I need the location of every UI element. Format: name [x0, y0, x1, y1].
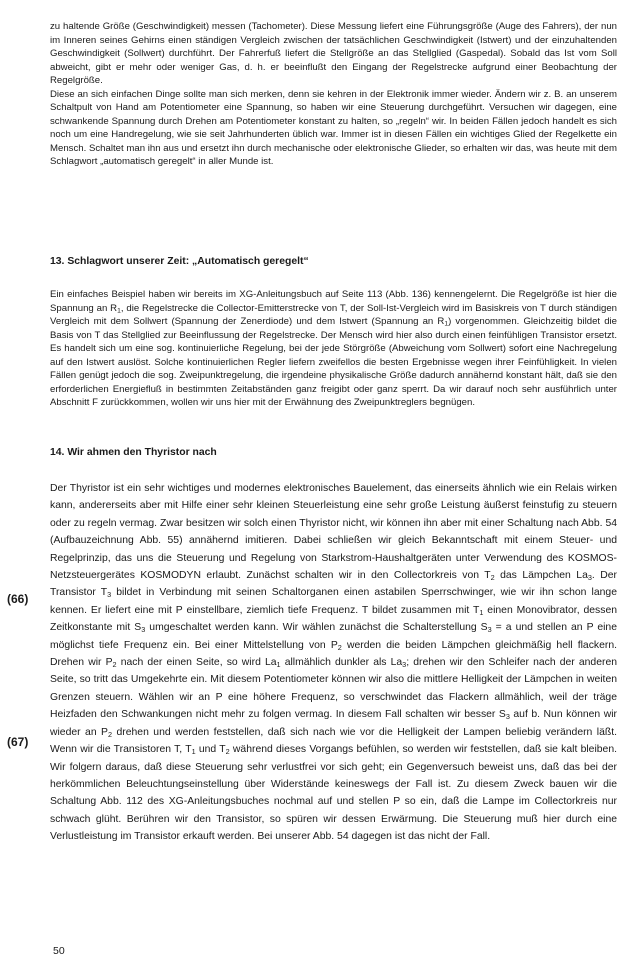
intro-paragraph-2: Diese an sich einfachen Dinge sollte man sich merken, denn sie kehren in der Elektronik immer wieder. Ändern wir z. B. an unserem Schaltpult von Hand am Potentiometer eine Spannung, so haben wir eine Steuerung durchgeführt. Versuchen wir dagegen, eine schwankende Spannung durch Drehen am Potentiometer konstant zu halten, so „regeln“ wir. In beiden Fällen jedoch handelt es sich noch um eine Handregelung, wie sie seit Jahrhunderten üblich war. Immer ist in diesen Fällen ein wichtiges Glied der Regelkette ein Mensch. Schaltet man ihn aus und ersetzt ihn durch mechanische oder elektronische Glieder, so erhalten wir das, was heute mit dem Schlagwort „automatisch geregelt“ in aller Munde ist. [50, 88, 617, 167]
margin-reference-67: (67) [7, 735, 29, 749]
page-number: 50 [53, 945, 65, 957]
section-14-heading: 14. Wir ahmen den Thyristor nach [50, 447, 217, 458]
section-14-body [50, 480, 617, 846]
section-13-heading: 13. Schlagwort unserer Zeit: „Automatisch geregelt“ [50, 256, 309, 267]
margin-reference-66: (66) [7, 592, 29, 606]
section-13-paragraph: Ein einfaches Beispiel haben wir bereits im XG-Anleitungsbuch auf Seite 113 (Abb. 136) kennengelernt. Die Regelgröße ist hier die Spannung an $R_1$, die Regelstrecke die Collector-Emitterstrecke von T, der Soll-Ist-Vergleich wird im Basiskreis von T durch ständigen Vergleich mit dem Sollwert (Spannung der Zenerdiode) und dem Istwert (Spannung an $R_1$) vorgenommen. Gleichzeitig bildet die Basis von T das Stellglied zur Beeinflussung der Regelstrecke. Der Mensch wird hier also durch einen feinfühligen Transistor ersetzt. Es handelt sich um eine sog. kontinuierliche Regelung, bei der jede Störgröße (Abweichung vom Sollwert) sofort eine Nachregelung auf den Istwert auslöst. Solche kontinuierlichen Regler liefern zweifellos die besten Ergebnisse wegen ihrer Feinfühligkeit. In vielen Fällen genügt jedoch die sog. Zweipunktregelung, die irgendeine physikalische Größe dadurch annähernd konstant hält, daß sie den erforderlichen Energiefluß in bestimmten Zeitabständen ganz freigibt oder ganz sperrt. Da wir darauf noch sehr ausführlich unter Abschnitt F zurückkommen, wollen wir uns hier mit der Erwähnung des Zweipunktreglers begnügen. [50, 289, 617, 408]
section-14-paragraph: Der Thyristor ist ein sehr wichtiges und modernes elektronisches Bauelement, das einerseits ähnlich wie ein Relais wirken kann, andererseits aber mit Hilfe einer sehr kleinen Steuerleistung eine sehr große Leistung äußerst feinstufig zu steuern oder zu regeln vermag. Zwar besitzen wir solch einen Thyristor nicht, wir können ihn aber mit einer Schaltung nach Abb. 54 (Aufbauzeichnung Abb. 55) annähernd imitieren. Dabei schließen wir gleich Bekanntschaft mit einem Steuer- und Regelprinzip, das uns die Steuerung und Regelung von Starkstrom-Haushaltgeräten unter Verwendung des KOSMOS-Netzsteuergerätes KOSMODYN erlaubt. Zunächst schalten wir in den Collectorkreis von $T_2$ das Lämpchen $La_3$. Der Transistor $T_3$ bildet in Verbindung mit seinen Schaltorganen einen astabilen Sperrschwinger, wie wir ihn schon lange kennen. Er liefert eine mit P einstellbare, ziemlich tiefe Frequenz. T bildet zusammen mit $T_1$ einen Monovibrator, dessen Zeitkonstante mit $S_3$ umgeschaltet werden kann. Wir wählen zunächst die Schalterstellung $S_3 = a$ und stellen an P eine möglichst tiefe Frequenz ein. Bei einer Mittelstellung von $P_2$ werden die beiden Lämpchen gleichmäßig hell flackern. Drehen wir $P_2$ nach der einen Seite, so wird $La_1$ allmählich dunkler als $La_3$; drehen wir den Schleifer nach der anderen Seite, so tritt das Umgekehrte ein. Mit diesem Potentiometer können wir also die mittlere Helligkeit der Lämpchen in weiten Grenzen steuern. Wählen wir an P eine höhere Frequenz, so verschwindet das Flackern allmählich, weil der träge Heizfaden den Schwankungen nicht mehr zu folgen vermag. In diesem Fall schalten wir besser $S_3$ auf b. Nun können wir wieder an $P_2$ drehen und werden feststellen, daß sich nach wie vor die Helligkeit der Lampen beliebig verändern läßt. Wenn wir die Transistoren T, $T_1$ und $T_2$ während dieses Vorgangs befühlen, so werden wir feststellen, daß sie kalt bleiben. Wir folgern daraus, daß diese Steuerung sehr verlustfrei vor sich geht; ein Gegenversuch beweist uns, daß das bei der herkömmlichen Beleuchtungseinstellung über Widerstände keineswegs der Fall ist. Zu diesem Zweck bauen wir die Schaltung Abb. 112 des XG-Anleitungsbuches nochmal auf und stellen P so ein, daß die Lampe im Collectorkreis nur schwach glüht. Berühren wir den Transistor, so spüren wir dessen Erwärmung. Die Steuerung muß hier durch eine Verlustleistung im Transistor erkauft werden. Bei unserer Abb. 54 dagegen ist das nicht der Fall. [50, 483, 618, 843]
intro-text-block [50, 20, 617, 169]
intro-paragraph-1: zu haltende Größe (Geschwindigkeit) messen (Tachometer). Diese Messung liefert eine Führungsgröße (Auge des Fahrers), der nun im Inneren seines Gehirns einen ständigen Vergleich zwischen der tatsächlichen Geschwindigkeit (Istwert) und der einzuhaltenden Geschwindigkeit (Sollwert) durchführt. Der Fahrerfuß liefert die Stellgröße an das Stellglied (Gaspedal). Sobald das Ist vom Soll abweicht, gibt er mehr oder weniger Gas, d. h. er beeinflußt den Eingang der Regelstrecke aufgrund einer Beobachtung der Regelgröße. [50, 21, 617, 86]
section-13-body [50, 288, 617, 410]
